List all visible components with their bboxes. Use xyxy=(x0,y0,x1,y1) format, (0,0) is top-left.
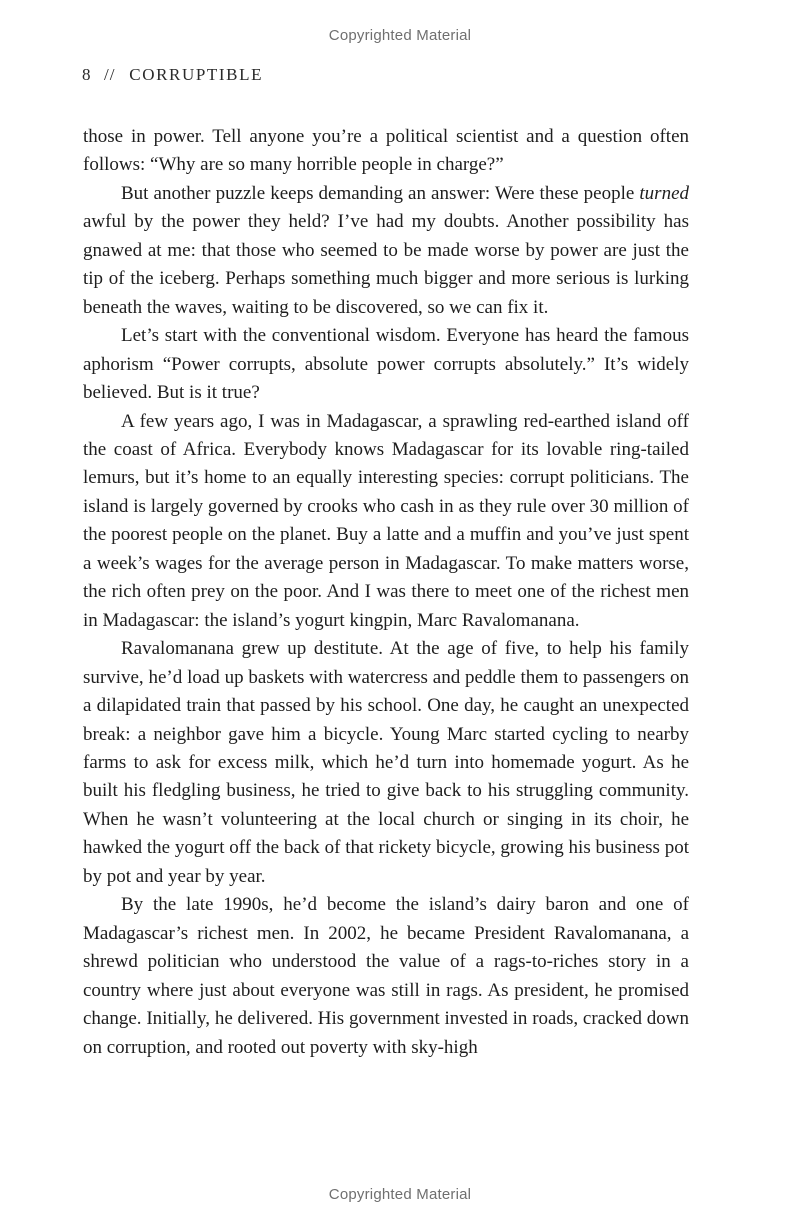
paragraph-5: Ravalomanana grew up destitute. At the age of five, to help his family survive, he’d load up baskets with watercress and peddle them to passengers on a dilapidated train that passed by his school. One day, he caught an unexpected break: a neighbor gave him a bicycle. Young Marc started cycling to nearby farms to ask for excess milk, which he’d turn into homemade yogurt. As he built his fledgling business, he tried to give back to his struggling community. When he wasn’t volunteering at the local church or singing in its choir, he hawked the yogurt off the back of that rickety bicycle, growing his business pot by pot and year by year. xyxy=(83,638,689,887)
page-number: 8 xyxy=(82,65,93,84)
paragraph-1: those in power. Tell anyone you’re a political scientist and a question often follows: “Why are so many horrible people in charge?” xyxy=(83,126,689,176)
paragraph-2-rest: awful by the power they held? I’ve had my doubts. Another possibility has gnawed at me: that those who seemed to be made worse by power are just the tip of the iceberg. Perhaps something much bigger and more serious is lurking beneath the waves, waiting to be discovered, so we can fix it. xyxy=(83,211,689,318)
paragraph-6: By the late 1990s, he’d become the island’s dairy baron and one of Madagascar’s richest men. In 2002, he became President Ravalomanana, a shrewd politician who understood the value of a rags-to-riches story in a country where just about everyone was still in rags. As president, he promised change. Initially, he delivered. His government invested in roads, cracked down on corruption, and rooted out poverty with sky-high xyxy=(83,894,689,1058)
paragraph-3: Let’s start with the conventional wisdom. Everyone has heard the famous aphorism “Power corrupts, absolute power corrupts absolutely.” It’s widely believed. But is it true? xyxy=(83,325,689,404)
paragraph-2-start: But another puzzle keeps demanding an answer: Were these people xyxy=(121,182,640,204)
running-head-separator: // xyxy=(103,65,116,84)
copyright-watermark-bottom: Copyrighted Material xyxy=(328,1186,472,1203)
running-head xyxy=(82,65,263,85)
paragraph-2 xyxy=(83,180,689,322)
body-text xyxy=(83,123,689,1062)
paragraph-4: A few years ago, I was in Madagascar, a sprawling red-earthed island off the coast of Africa. Everybody knows Madagascar for its lovable ring-tailed lemurs, but it’s home to an equally interesting species: corrupt politicians. The island is largely governed by crooks who cash in as they rule over 30 million of the poorest people on the planet. Buy a latte and a muffin and you’ve just spent a week’s wages for the average person in Madagascar. To make matters worse, the rich often prey on the poor. And I was there to meet one of the richest men in Madagascar: the island’s yogurt kingpin, Marc Ravalomanana. xyxy=(83,410,689,631)
emphasis-turned: turned xyxy=(639,182,689,204)
book-title: CORRUPTIBLE xyxy=(129,65,264,84)
copyright-watermark-top: Copyrighted Material xyxy=(328,27,472,44)
